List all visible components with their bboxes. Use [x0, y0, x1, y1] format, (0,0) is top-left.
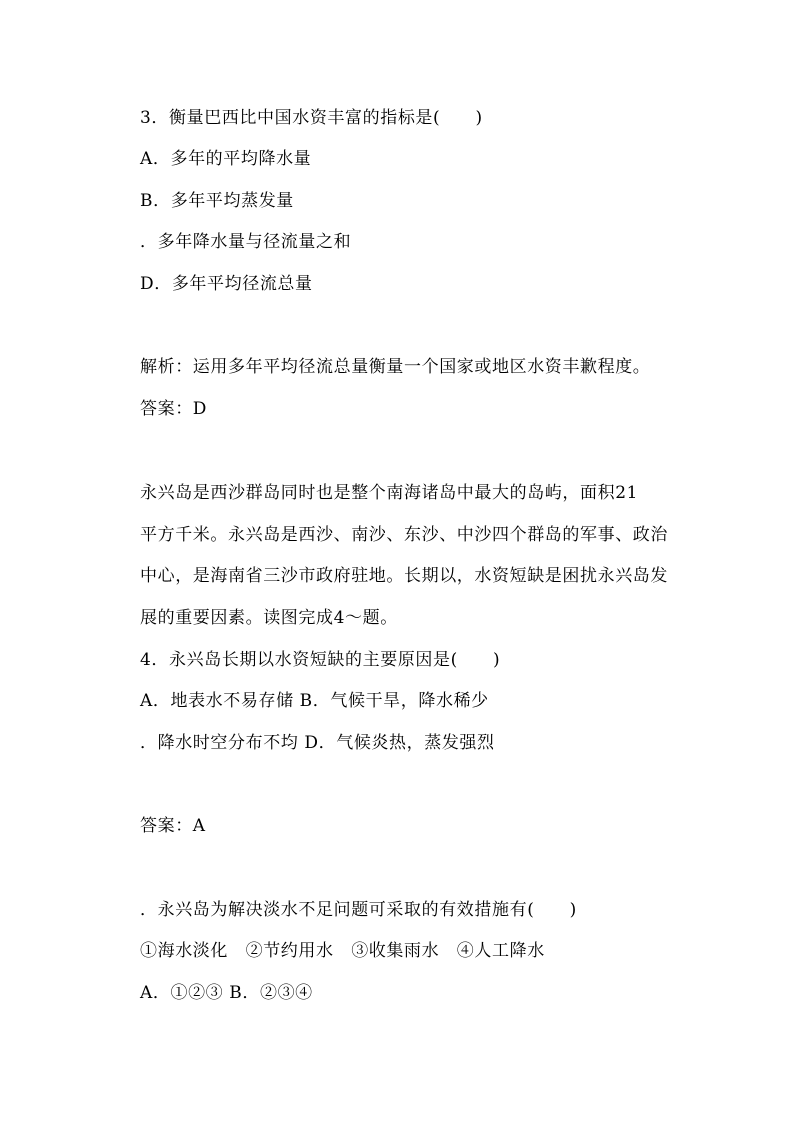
q4-answer: 答案：A	[140, 816, 206, 836]
q3-option-b: B．多年平均蒸发量	[140, 191, 294, 211]
q5-options-line-1: A．①②③ B．②③④	[140, 983, 313, 1003]
q3-stem: 3．衡量巴西比中国水资丰富的指标是( )	[140, 108, 483, 128]
passage-line-1: 永兴岛是西沙群岛同时也是整个南海诸岛中最大的岛屿，面积21	[140, 483, 639, 503]
passage-line-3: 中心，是海南省三沙市政府驻地。长期以，水资短缺是困扰永兴岛发	[140, 566, 668, 586]
q3-option-d: D．多年平均径流总量	[140, 274, 313, 294]
q4-stem: 4．永兴岛长期以水资短缺的主要原因是( )	[140, 650, 501, 670]
q3-option-c: ．多年降水量与径流量之和	[140, 232, 352, 252]
q5-choices: ①海水淡化 ②节约用水 ③收集雨水 ④人工降水	[140, 941, 545, 961]
q4-options-line-1: A．地表水不易存储 B．气候干旱，降水稀少	[140, 691, 489, 711]
q5-stem: ．永兴岛为解决淡水不足问题可采取的有效措施有( )	[140, 900, 577, 920]
q3-option-a: A．多年的平均降水量	[140, 149, 312, 169]
q3-analysis: 解析：运用多年平均径流总量衡量一个国家或地区水资丰歉程度。	[140, 357, 651, 377]
q4-options-line-2: ．降水时空分布不均 D．气候炎热，蒸发强烈	[140, 733, 495, 753]
q3-answer: 答案：D	[140, 399, 208, 419]
passage-line-2: 平方千米。永兴岛是西沙、南沙、东沙、中沙四个群岛的军事、政治	[140, 525, 668, 545]
passage-line-4: 展的重要因素。读图完成4～题。	[140, 608, 398, 628]
